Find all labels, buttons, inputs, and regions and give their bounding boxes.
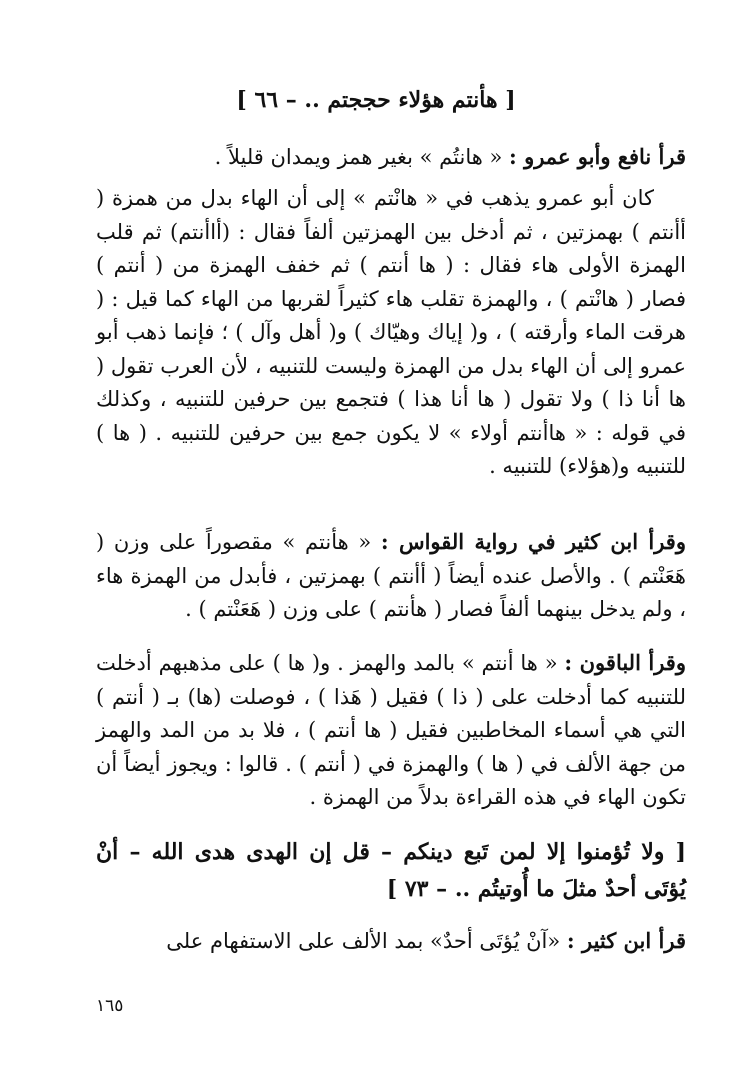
- reading-others: [96, 646, 686, 815]
- page-number: ١٦٥: [96, 996, 124, 1016]
- section-heading: [ هأنتم هؤلاء حججتم .. – ٦٦ ]: [236, 87, 516, 113]
- reading-ibn-kathir: [96, 924, 686, 959]
- explanation-paragraph: كان أبو عمرو يذهب في « هانْتم » إلى أن الهاء بدل من همزة ( أأنتم ) بهمزتين ، ثم أدخل بين الهمزتين ألفاً فقال : (أاأنتم) ثم قلب الهمزة الأولى هاء فقال : ( ها أنتم ) ثم خفف الهمزة من ( أنتم ) فصار ( هانْتم ) ، والهمزة تقلب هاء كثيراً لقربها من الهاء كما قيل : ( هرقت الماء وأرقته ) ، و( إياك وهيّاك ) و( أهل وآل ) ؛ فإنما ذهب أبو عمرو إلى أن الهاء بدل من الهمزة وليست للتنبيه ، لأن العرب تقول ( ها أنا ذا ) ولا تقول ( ها أنا هذا ) فتجمع بين حرفين للتنبيه ، وكذلك في قوله : « هاأنتم أولاء » لا يكون جمع بين حرفين للتنبيه . ( ها ) للتنبيه و(هؤلاء) للتنبيه .: [96, 186, 686, 478]
- quran-verse: [ ولا تُؤمنوا إلا لمن تَبع دينكم – قل إن الهدى هدى الله – أنْ يُؤتَى أحدٌ مثلَ ما أُوتيتُم .. – ٧٣ ]: [96, 839, 686, 902]
- reading-label: قرأ نافع وأبو عمرو :: [509, 144, 686, 169]
- reading-nafi-abu-amr: [96, 140, 686, 175]
- reading-ibn-kathir-qawwas: [96, 525, 686, 627]
- reading-text: « هانتُم » بغير همز ويمدان قليلاً .: [214, 145, 503, 169]
- reading-text: « ها أنتم » بالمد والهمز . و( ها ) على مذهبهم أدخلت للتنبيه كما أدخلت على ( ذا ) فقيل ( هَذا ) ، فوصلت (ها) بـ ( أنتم ) التي هي أسماء المخاطبين فقيل ( ها أنتم ) ، فلا بد من المد والهمز من جهة الألف في ( ها ) والهمزة في ( أنتم ) . قالوا : ويجوز أيضاً أن تكون الهاء في هذه القراءة بدلاً من الهمزة .: [96, 651, 687, 809]
- reading-label: وقرأ ابن كثير في رواية القواس :: [380, 529, 686, 554]
- reading-text: «آنْ يُؤتَى أحدٌ» بمد الألف على الاستفهام على: [166, 929, 561, 953]
- reading-label: وقرأ الباقون :: [564, 650, 686, 675]
- reading-label: قرأ ابن كثير :: [566, 928, 686, 953]
- reading-text: « هأنتم » مقصوراً على وزن ( هَعَنْتم ) . والأصل عنده أيضاً ( أأنتم ) بهمزتين ، فأبدل من الهمزة هاء ، ولم يدخل بينهما ألفاً فصار ( هأنتم ) على وزن ( هَعَنْتم ) .: [96, 530, 686, 621]
